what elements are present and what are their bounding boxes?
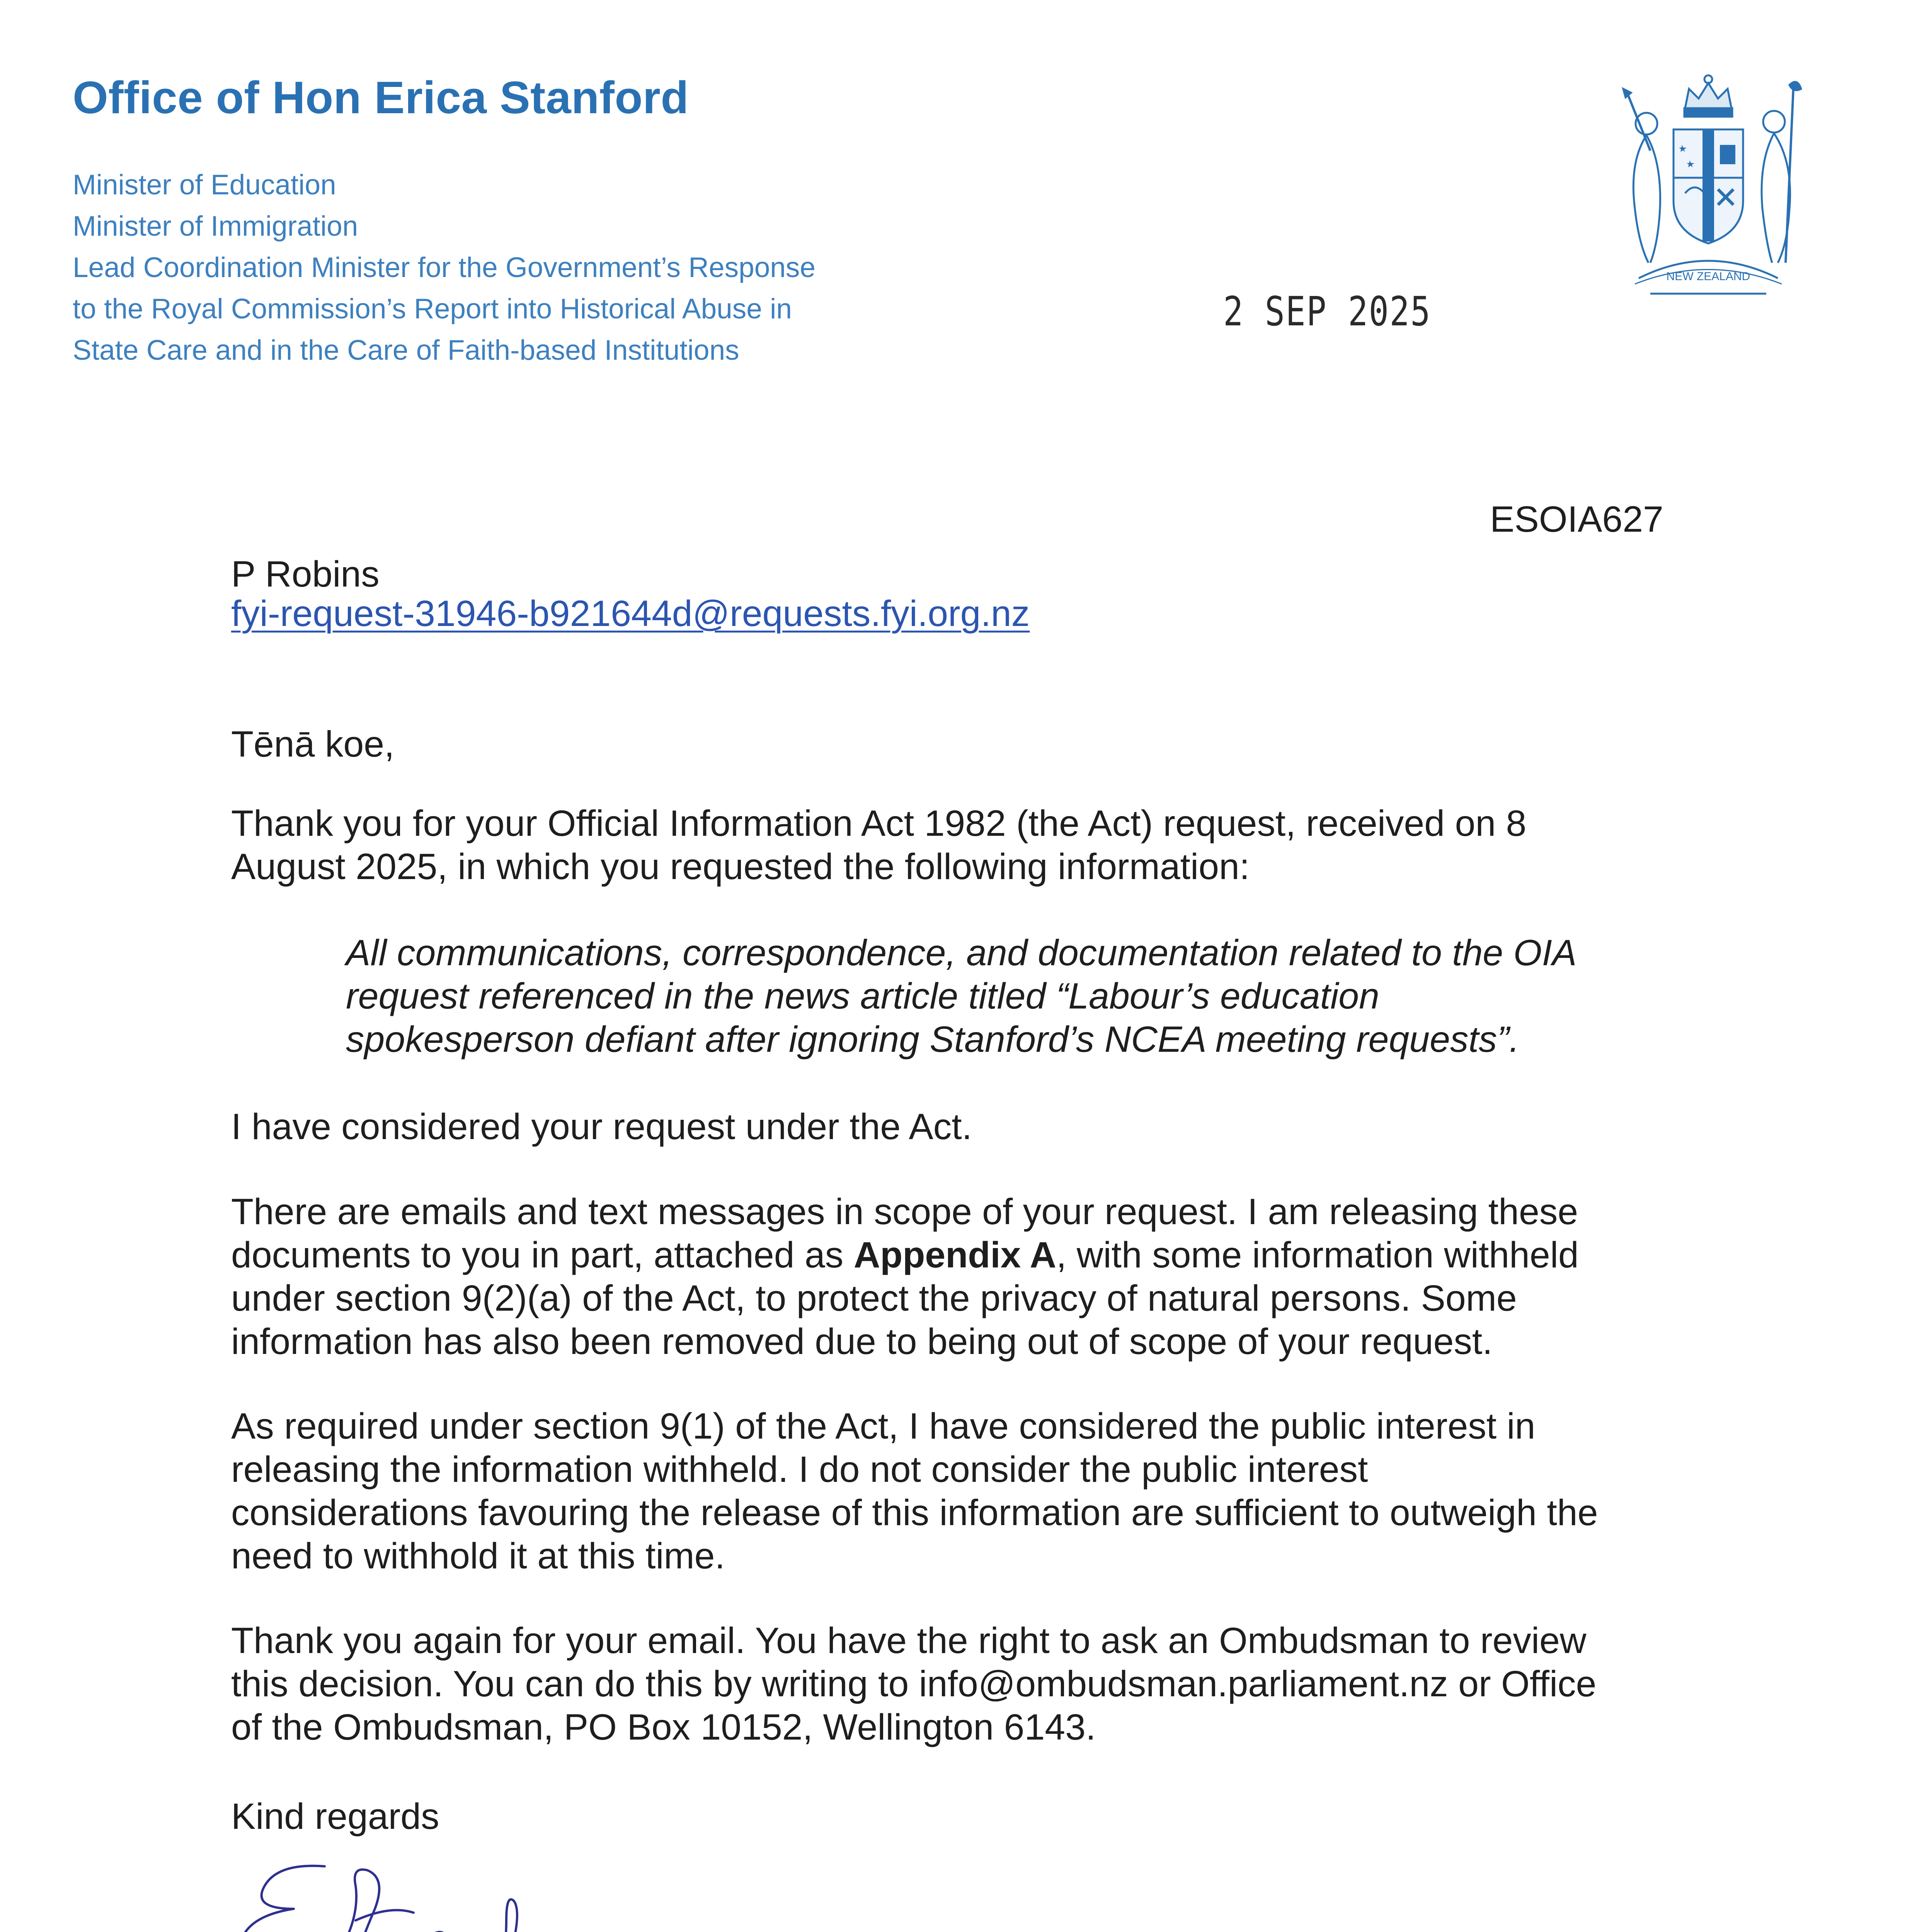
text-line: As required under section 9(1) of the Act, I have considered the public interest in <box>231 1406 1536 1447</box>
paragraph-request-acknowledgement <box>231 802 1700 888</box>
handwritten-signature <box>228 1843 657 1932</box>
text-line <box>231 1233 1700 1277</box>
text-line: releasing the information withheld. I do not consider the public interest <box>231 1449 1368 1490</box>
role-line: Minister of Immigration <box>73 211 358 242</box>
text-line: There are emails and text messages in scope of your request. I am releasing these <box>231 1191 1578 1232</box>
text-line: August 2025, in which you requested the following information: <box>231 846 1250 887</box>
text-segment: , with some information withheld <box>1056 1235 1579 1276</box>
appendix-reference: Appendix A <box>853 1235 1056 1276</box>
text-line: considerations favouring the release of this information are sufficient to outweigh the <box>231 1492 1598 1533</box>
paragraph-considered <box>231 1105 1700 1148</box>
minister-roles <box>73 164 815 371</box>
recipient-name: P Robins <box>231 554 380 595</box>
nz-coat-of-arms-icon <box>1592 62 1824 309</box>
role-line: to the Royal Commission’s Report into Historical Abuse in <box>73 293 792 325</box>
text-line: of the Ombudsman, PO Box 10152, Wellington 6143. <box>231 1707 1096 1748</box>
text-line: spokesperson defiant after ignoring Stanford’s NCEA meeting requests”. <box>346 1019 1520 1060</box>
text-line: I have considered your request under the Act. <box>231 1106 972 1147</box>
date-stamp: 2 SEP 2025 <box>1223 288 1432 335</box>
office-title: Office of Hon Erica Stanford <box>73 72 689 123</box>
paragraph-public-interest <box>231 1405 1700 1578</box>
text-line: under section 9(2)(a) of the Act, to protect the privacy of natural persons. Some <box>231 1278 1517 1319</box>
text-segment: documents to you in part, attached as <box>231 1235 854 1276</box>
role-line: Lead Coordination Minister for the Government’s Response <box>73 252 816 283</box>
reference-number: ESOIA627 <box>1490 499 1663 540</box>
text-line: information has also been removed due to being out of scope of your request. <box>231 1321 1493 1362</box>
quoted-request <box>346 931 1577 1061</box>
closing: Kind regards <box>231 1796 439 1837</box>
text-line: Thank you for your Official Information Act 1982 (the Act) request, received on 8 <box>231 803 1527 844</box>
text-line: need to withhold it at this time. <box>231 1536 725 1577</box>
text-line: All communications, correspondence, and documentation related to the OIA <box>346 932 1577 973</box>
text-line: request referenced in the news article titled “Labour’s education <box>346 976 1379 1017</box>
greeting: Tēnā koe, <box>231 724 395 765</box>
recipient-email-link[interactable]: fyi-request-31946-b921644d@requests.fyi.org.nz <box>231 593 1030 634</box>
text-line: Thank you again for your email. You have the right to ask an Ombudsman to review <box>231 1620 1587 1661</box>
crest-banner-text: NEW ZEALAND <box>1666 270 1750 283</box>
role-line: Minister of Education <box>73 169 336 201</box>
paragraph-release-decision <box>231 1190 1700 1363</box>
role-line: State Care and in the Care of Faith-based Institutions <box>73 335 739 366</box>
paragraph-ombudsman <box>231 1619 1700 1749</box>
text-line: this decision. You can do this by writing to info@ombudsman.parliament.nz or Office <box>231 1663 1597 1704</box>
